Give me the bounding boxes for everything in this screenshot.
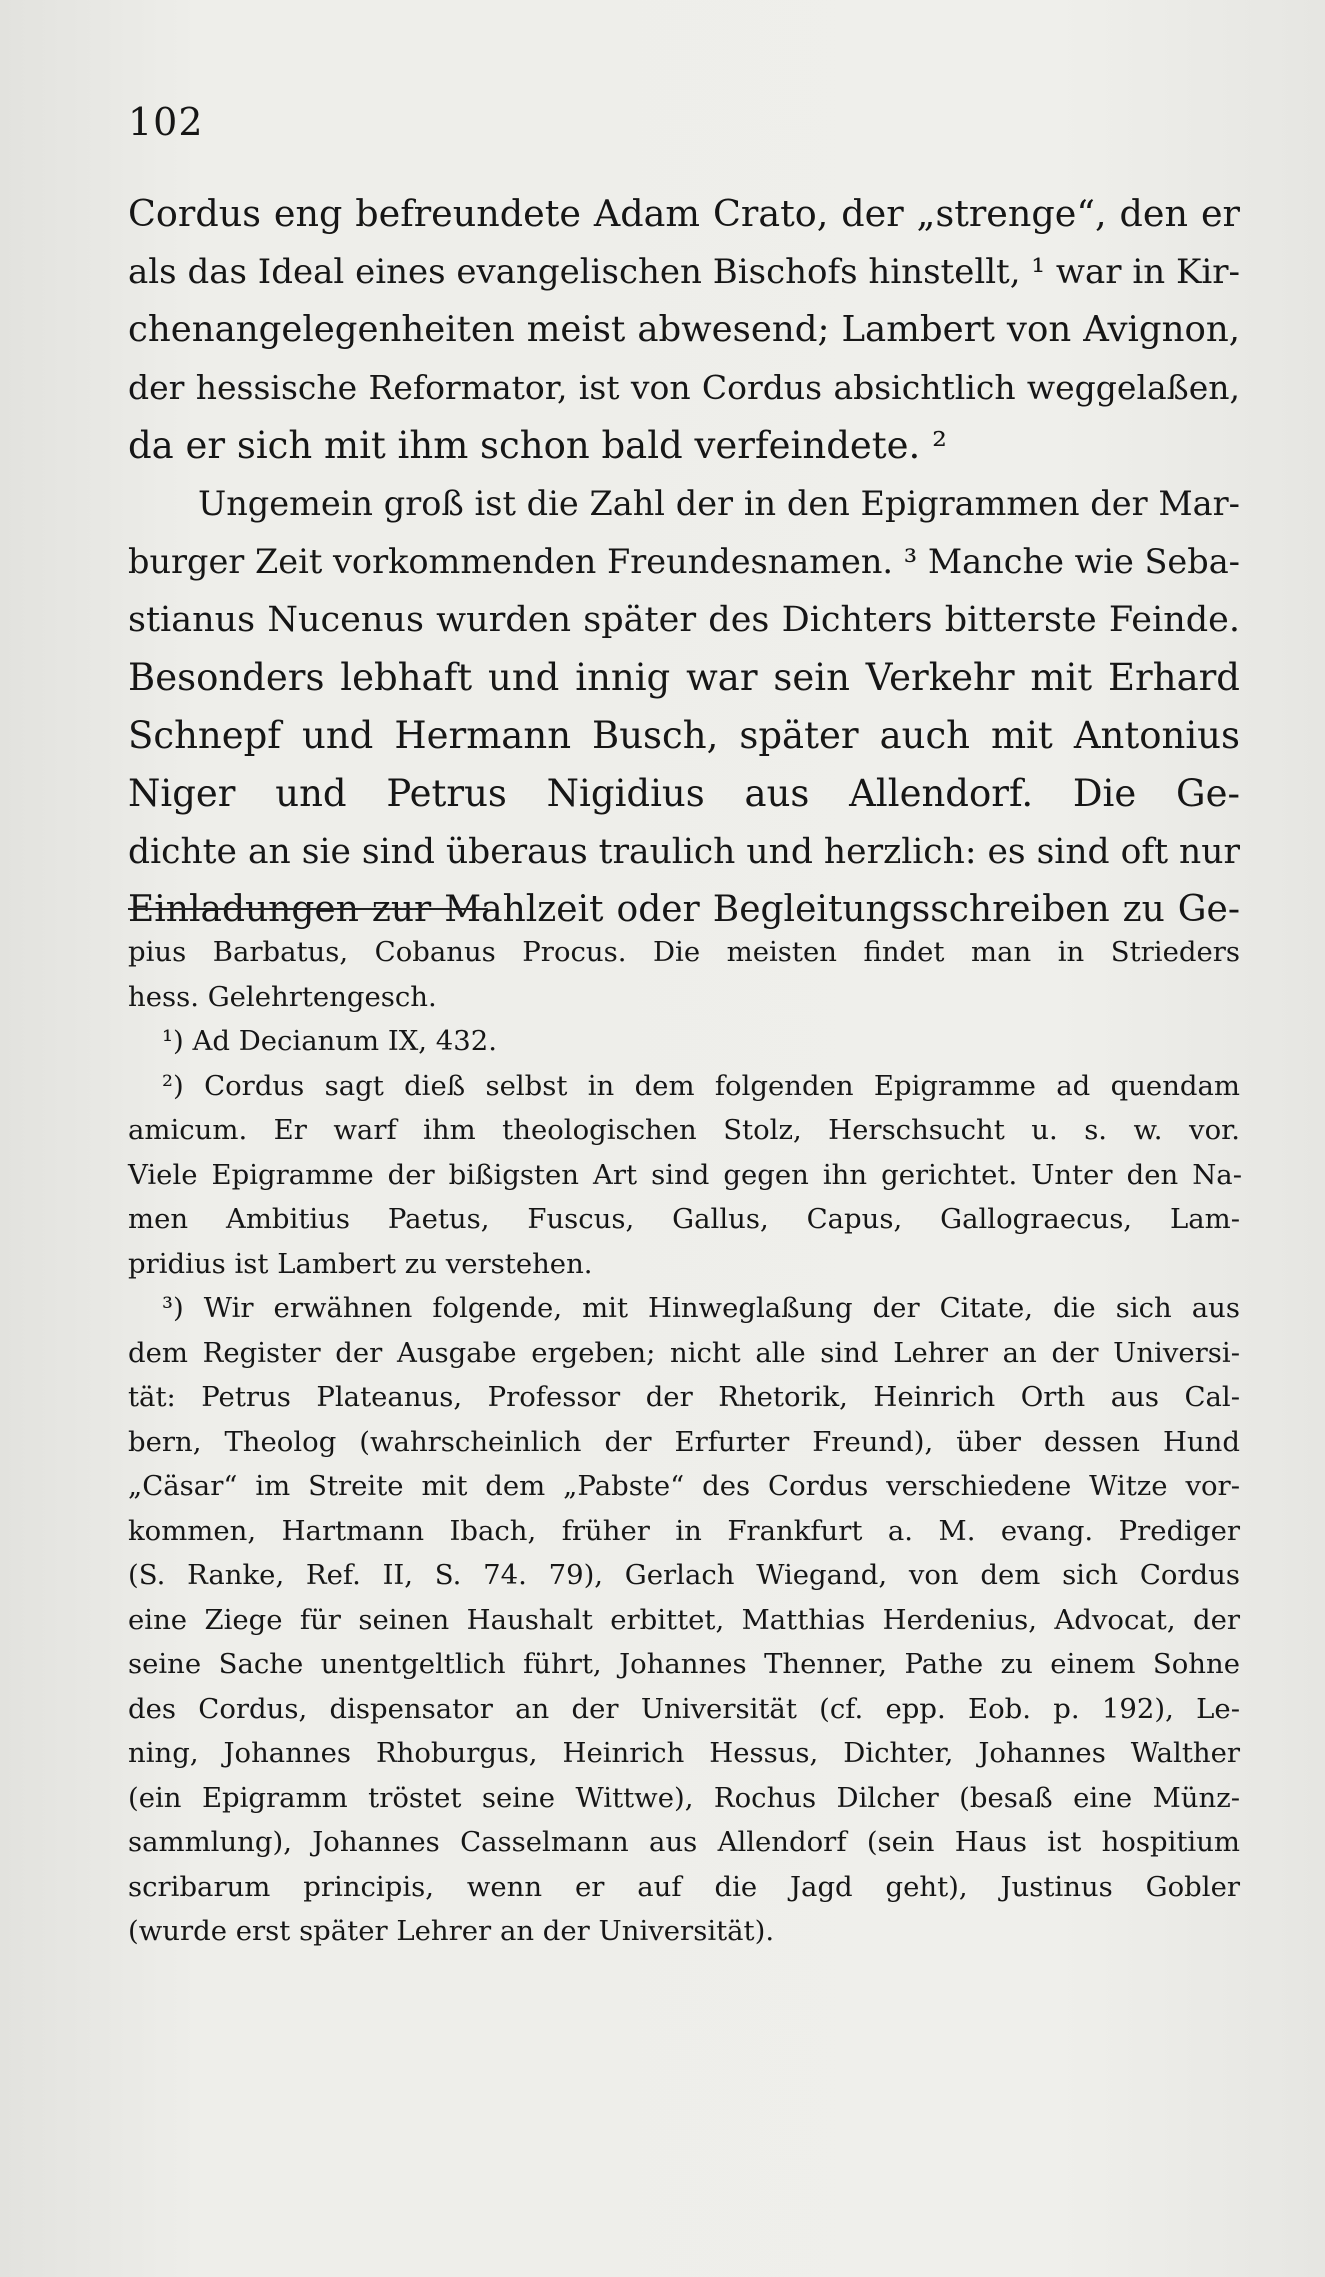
footnote-line: tät: Petrus Plateanus, Professor der Rhetorik, Heinrich Orth aus Cal- bbox=[128, 1381, 1240, 1413]
footnote-2: ²) Cordus sagt dieß selbst in dem folgenden Epigramme ad quendam bbox=[162, 1069, 1240, 1102]
footnote-line: (wurde erst später Lehrer an der Universität). bbox=[128, 1915, 775, 1947]
footnote-1: ¹) Ad Decianum IX, 432. bbox=[162, 1025, 498, 1057]
footnote-line: amicum. Er warf ihm theologischen Stolz, Herschsucht u. s. w. vor. bbox=[128, 1114, 1240, 1146]
footnote-line: des Cordus, dispensator an der Universität (cf. epp. Eob. p. 192), Le- bbox=[128, 1692, 1240, 1725]
footnote-line: Viele Epigramme der bißigsten Art sind gegen ihn gerichtet. Unter den Na- bbox=[128, 1158, 1240, 1191]
footnote-line: pridius ist Lambert zu verstehen. bbox=[128, 1247, 593, 1280]
footnote-line: dem Register der Ausgabe ergeben; nicht alle sind Lehrer an der Universi- bbox=[128, 1336, 1240, 1369]
body-line: Ungemein groß ist die Zahl der in den Epigrammen der Mar- bbox=[198, 484, 1240, 523]
body-line: als das Ideal eines evangelischen Bischofs hinstellt, ¹ war in Kir- bbox=[128, 252, 1240, 292]
page-number: 102 bbox=[128, 100, 204, 144]
footnote-line: ning, Johannes Rhoburgus, Heinrich Hessus, Dichter, Johannes Walther bbox=[128, 1737, 1240, 1769]
footnote-line: (S. Ranke, Ref. II, S. 74. 79), Gerlach Wiegand, von dem sich Cordus bbox=[128, 1559, 1240, 1591]
footnote-line: men Ambitius Paetus, Fuscus, Gallus, Capus, Gallograecus, Lam- bbox=[128, 1203, 1240, 1235]
body-line: chenangelegenheiten meist abwesend; Lambert von Avignon, bbox=[128, 309, 1240, 350]
main-text bbox=[128, 185, 1240, 939]
footnote-line: scribarum principis, wenn er auf die Jagd geht), Justinus Gobler bbox=[128, 1870, 1240, 1903]
body-line: dichte an sie sind überaus traulich und herzlich: es sind oft nur bbox=[128, 832, 1240, 872]
footnotes bbox=[128, 930, 1240, 1954]
footnote-line: bern, Theolog (wahrscheinlich der Erfurter Freund), über dessen Hund bbox=[128, 1425, 1240, 1458]
body-line: stianus Nucenus wurden später des Dichters bitterste Feinde. bbox=[128, 600, 1240, 640]
footnote-line: (ein Epigramm tröstet seine Wittwe), Rochus Dilcher (besaß eine Münz- bbox=[128, 1781, 1240, 1814]
footnote-line: „Cäsar“ im Streite mit dem „Pabste“ des Cordus verschiedene Witze vor- bbox=[128, 1470, 1240, 1502]
body-line: Besonders lebhaft und innig war sein Verkehr mit Erhard bbox=[128, 656, 1240, 699]
footnote-separator bbox=[128, 908, 488, 910]
body-line: Schnepf und Hermann Busch, später auch mit Antonius bbox=[128, 714, 1240, 757]
body-line: Niger und Petrus Nigidius aus Allendorf. Die Ge- bbox=[128, 772, 1240, 815]
body-line: da er sich mit ihm schon bald verfeindete. ² bbox=[128, 424, 947, 467]
footnote-line: pius Barbatus, Cobanus Procus. Die meisten findet man in Strieders bbox=[128, 936, 1240, 968]
footnote-line: seine Sache unentgeltlich führt, Johannes Thenner, Pathe zu einem Sohne bbox=[128, 1648, 1240, 1680]
body-line: der hessische Reformator, ist von Cordus absichtlich weggelaßen, bbox=[128, 368, 1240, 407]
body-line: Cordus eng befreundete Adam Crato, der „strenge“, den er bbox=[128, 192, 1240, 235]
footnote-line: eine Ziege für seinen Haushalt erbittet, Matthias Herdenius, Advocat, der bbox=[128, 1603, 1240, 1636]
body-line: burger Zeit vorkommenden Freundesnamen. ³ Manche wie Seba- bbox=[128, 542, 1240, 581]
footnote-line: hess. Gelehrtengesch. bbox=[128, 980, 437, 1013]
body-line: Einladungen zur Mahlzeit oder Begleitungsschreiben zu Ge- bbox=[128, 889, 1240, 930]
footnote-line: kommen, Hartmann Ibach, früher in Frankfurt a. M. evang. Prediger bbox=[128, 1514, 1240, 1547]
footnote-3: ³) Wir erwähnen folgende, mit Hinweglaßung der Citate, die sich aus bbox=[162, 1292, 1240, 1324]
footnote-line: sammlung), Johannes Casselmann aus Allendorf (sein Haus ist hospitium bbox=[128, 1826, 1240, 1858]
